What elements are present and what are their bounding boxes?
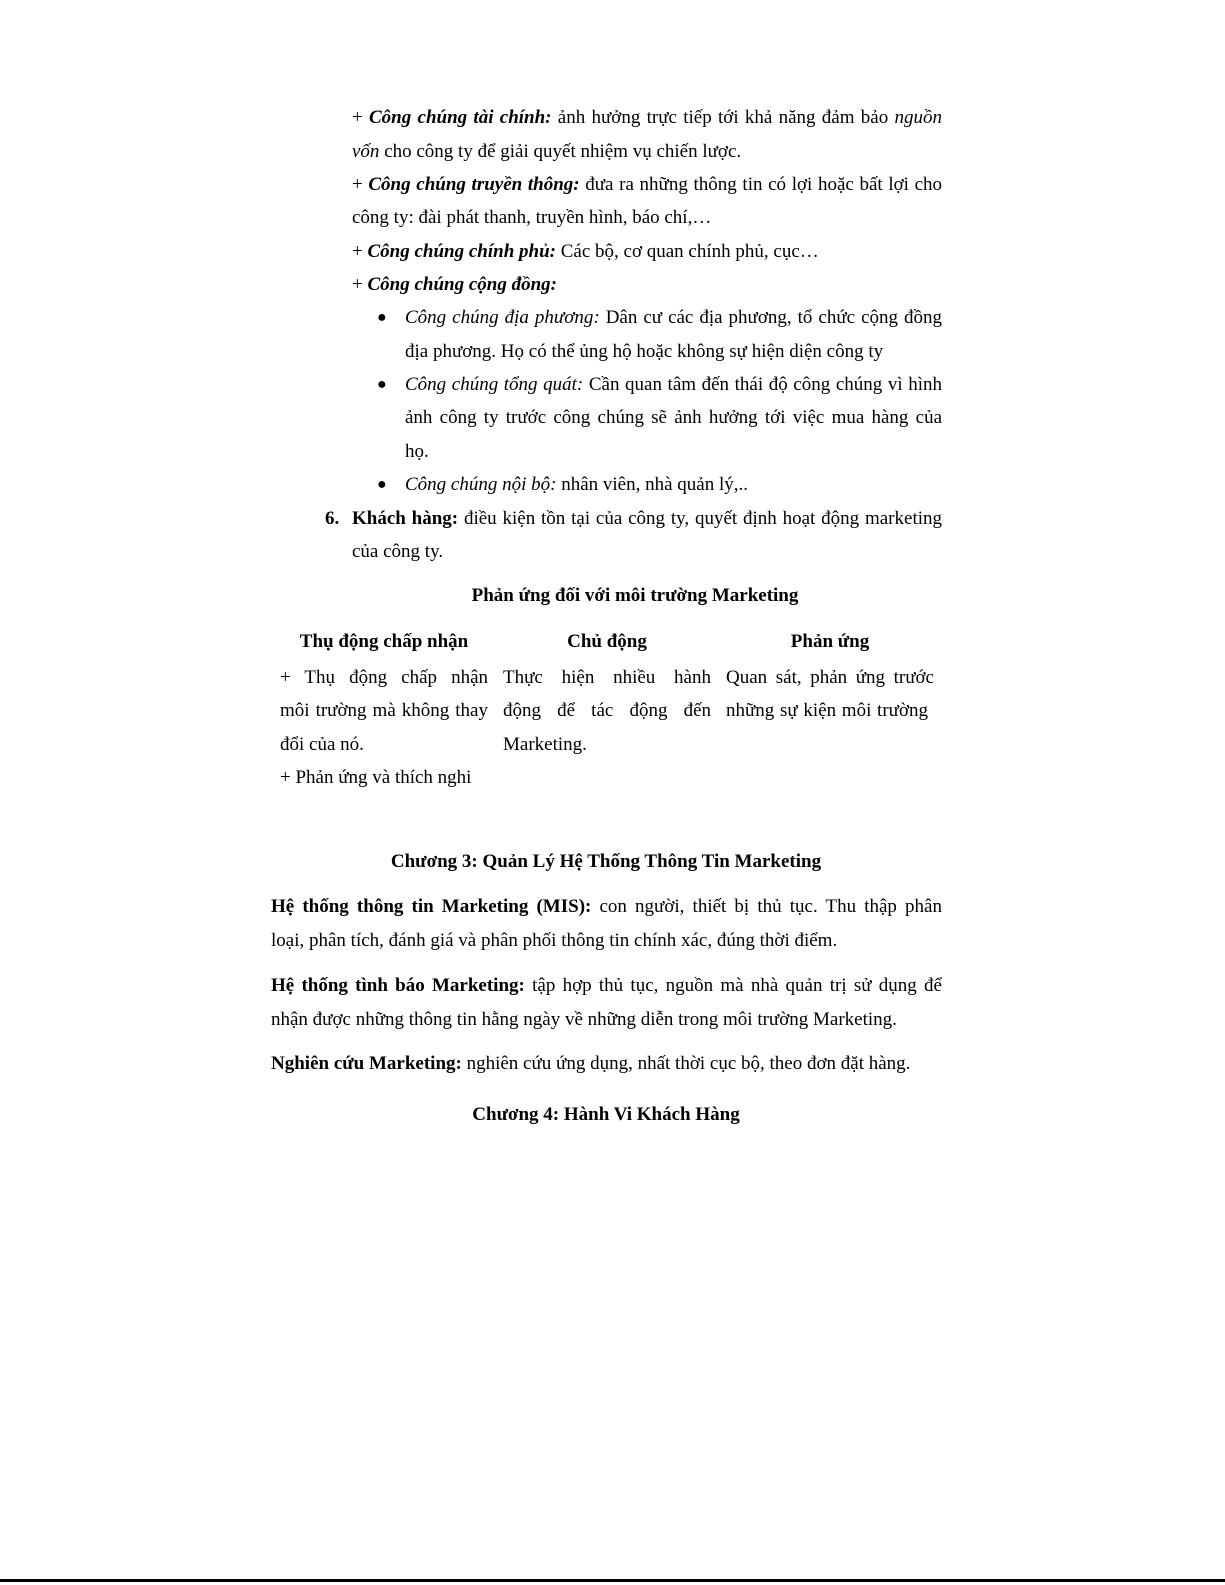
research-line: Nghiên cứu Marketing: nghiên cứu ứng dụng, nhất thời cục bộ, theo đơn đặt hàng. — [271, 1053, 911, 1074]
chapter3-title: Chương 3: Quản Lý Hệ Thống Thông Tin Marketing — [390, 851, 822, 872]
header-passive: Thụ động chấp nhận — [299, 631, 469, 652]
reactive-cell-line2: những sự kiện môi trường — [726, 700, 928, 721]
passive-cell-line4: + Phản ứng và thích nghi — [280, 767, 472, 788]
mis-line1: Hệ thống thông tin Marketing (MIS): con người, thiết bị thủ tục. Thu thập phân — [271, 896, 942, 917]
general-public-line2: ảnh công ty trước công chúng sẽ ảnh hưởng tới việc mua hàng của — [405, 407, 942, 428]
general-public-line1: Công chúng tổng quát: Cần quan tâm đến thái độ công chúng vì hình — [405, 374, 942, 395]
bullet-dot-1: ● — [377, 309, 387, 326]
bullet-dot-3: ● — [377, 476, 387, 493]
passive-cell-line2: môi trường mà không thay — [280, 700, 488, 721]
passive-cell-line3: đổi của nó. — [280, 734, 364, 755]
intel-line1: Hệ thống tình báo Marketing: tập hợp thủ tục, nguồn mà nhà quản trị sử dụng để — [271, 975, 942, 996]
item6-number: 6. — [325, 508, 340, 529]
intel-line2: nhận được những thông tin hằng ngày về những diễn trong môi trường Marketing. — [271, 1009, 897, 1030]
financial-public-line1: + Công chúng tài chính: ảnh hưởng trực tiếp tới khả năng đảm bảo nguồn — [352, 107, 943, 128]
header-reactive: Phản ứng — [790, 631, 870, 652]
media-public-line2: công ty: đài phát thanh, truyền hình, báo chí,… — [352, 207, 712, 228]
media-public-line1: + Công chúng truyền thông: đưa ra những thông tin có lợi hoặc bất lợi cho — [352, 174, 943, 195]
customers-line2: của công ty. — [352, 541, 444, 562]
bullet-dot-2: ● — [377, 376, 387, 393]
chapter4-title: Chương 4: Hành Vi Khách Hàng — [472, 1104, 740, 1125]
general-public-line3: họ. — [405, 441, 429, 462]
proactive-cell-line3: Marketing. — [503, 734, 587, 755]
financial-public-line2: vốn cho công ty để giải quyết nhiệm vụ chiến lược. — [352, 141, 742, 162]
header-proactive: Chủ động — [567, 631, 647, 652]
passive-cell-line1: + Thụ động chấp nhận — [280, 667, 488, 688]
reaction-table-title: Phản ứng đối với môi trường Marketing — [471, 585, 799, 606]
local-public-line1: Công chúng địa phương: Dân cư các địa phương, tổ chức cộng đồng — [405, 307, 943, 328]
proactive-cell-line1: Thực hiện nhiều hành — [503, 667, 711, 688]
government-public-line: + Công chúng chính phủ: Các bộ, cơ quan chính phủ, cục… — [352, 241, 819, 262]
page-bottom-border — [0, 1579, 1225, 1582]
customers-line1: Khách hàng: điều kiện tồn tại của công ty, quyết định hoạt động marketing — [352, 508, 942, 529]
local-public-line2: địa phương. Họ có thể ủng hộ hoặc không sự hiện diện công ty — [405, 341, 884, 362]
proactive-cell-line2: động để tác động đến — [503, 700, 711, 721]
reactive-cell-line1: Quan sát, phản ứng trước — [726, 667, 934, 688]
internal-public-line: Công chúng nội bộ: nhân viên, nhà quản lý,.. — [405, 474, 749, 495]
mis-line2: loại, phân tích, đánh giá và phân phối thông tin chính xác, đúng thời điểm. — [271, 930, 838, 951]
community-public-heading: + Công chúng cộng đồng: — [352, 274, 557, 295]
